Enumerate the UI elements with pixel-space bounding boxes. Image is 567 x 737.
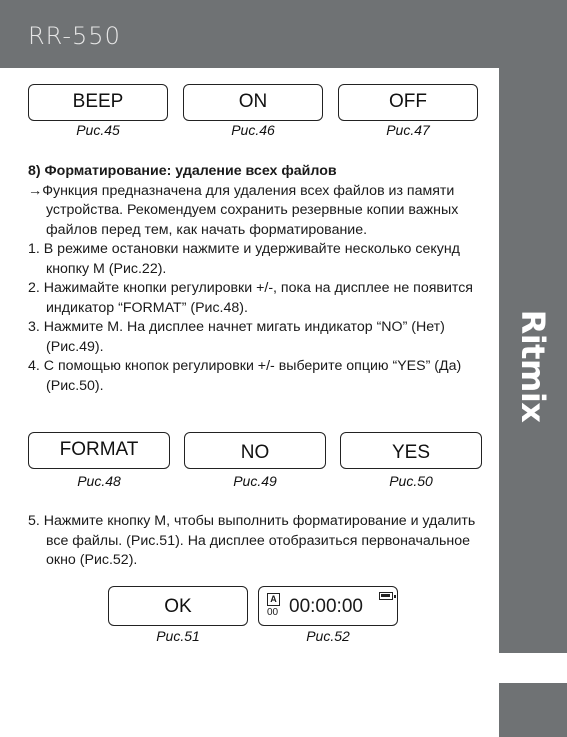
section-heading: 8) Форматирование: удаление всех файлов	[28, 163, 337, 179]
lcd-no: NO	[184, 432, 326, 469]
step-5: 5. Нажмите кнопку M, чтобы выполнить форматирование и удалить все файлы. (Рис.51). На дисплее отобразиться первоначальное окно (Рис.52).	[28, 513, 476, 568]
section-text	[28, 162, 493, 396]
caption-48: Рис.48	[77, 473, 121, 489]
step-5-text	[28, 512, 493, 571]
mode-indicator: A	[267, 593, 280, 606]
lcd-initial-screen	[258, 586, 398, 626]
lcd-yes: YES	[340, 432, 482, 469]
caption-52: Рис.52	[306, 628, 350, 644]
time-display: 00:00:00	[289, 596, 363, 617]
lcd-beep: BEEP	[28, 84, 168, 121]
section-intro: →Функция предназначена для удаления всех файлов из памяти устройства. Рекомендуем сохранить резервные копии важных файлов перед тем, как начать форматирование.	[28, 182, 459, 238]
lcd-off: OFF	[338, 84, 478, 121]
caption-51: Рис.51	[156, 628, 200, 644]
header-bar	[0, 0, 567, 68]
side-bar-bottom	[499, 683, 567, 737]
caption-45: Рис.45	[76, 122, 120, 138]
step-3: 3. Нажмите M. На дисплее начнет мигать индикатор “NO” (Нет) (Рис.49).	[28, 319, 445, 355]
step-1: 1. В режиме остановки нажмите и удерживайте несколько секунд кнопку M (Рис.22).	[28, 241, 460, 277]
brand-logo: Ritmix	[514, 309, 552, 423]
caption-46: Рис.46	[231, 122, 275, 138]
step-2: 2. Нажимайте кнопки регулировки +/-, пока на дисплее не появится индикатор “FORMAT” (Рис.48).	[28, 280, 473, 316]
step-4: 4. С помощью кнопок регулировки +/- выберите опцию “YES” (Да) (Рис.50).	[28, 358, 462, 394]
lcd-on: ON	[183, 84, 323, 121]
model-name: RR-550	[28, 22, 121, 50]
caption-47: Рис.47	[386, 122, 430, 138]
lcd-format: FORMAT	[28, 432, 170, 469]
lcd-ok: OK	[108, 586, 248, 626]
track-indicator: 00	[267, 607, 279, 618]
battery-icon	[379, 592, 393, 600]
caption-49: Рис.49	[233, 473, 277, 489]
caption-50: Рис.50	[389, 473, 433, 489]
